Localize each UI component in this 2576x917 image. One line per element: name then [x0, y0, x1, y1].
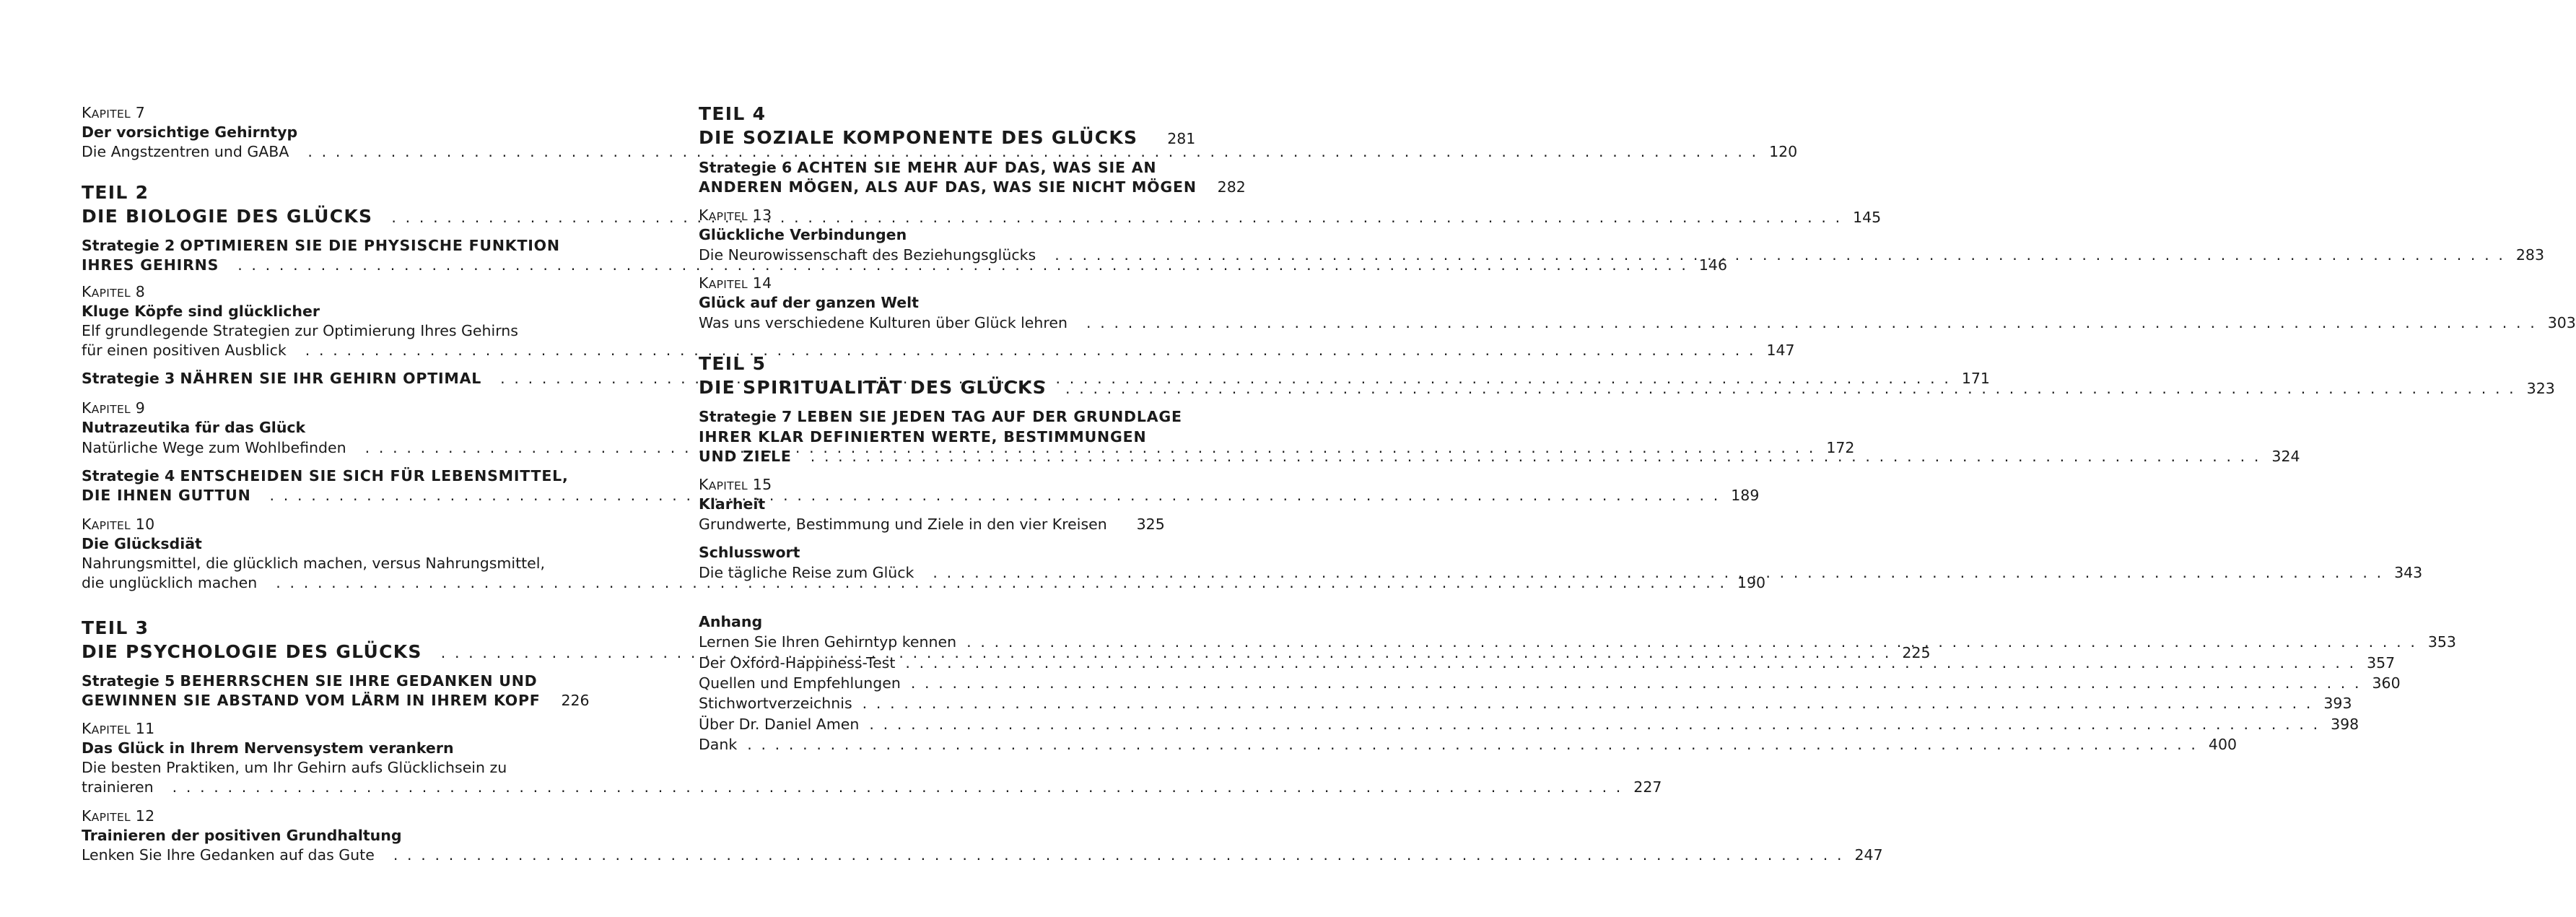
page-number: 303: [2547, 314, 2576, 331]
chapter-label: [82, 281, 544, 303]
strategy-title-line: IHRES GEHIRNS: [82, 256, 219, 274]
part-title: DIE BIOLOGIE DES GLÜCKS: [82, 206, 373, 227]
part-label: TEIL 2: [82, 182, 149, 203]
strategy-heading: [82, 670, 544, 692]
appendix-entry[interactable]: [699, 692, 2352, 714]
strategy-title-line: LEBEN SIE JEDEN TAG AUF DER GRUNDLAGE: [797, 408, 1182, 425]
dot-leader: [393, 844, 1844, 866]
part-title-entry[interactable]: [699, 125, 1196, 151]
page-number: 398: [2331, 716, 2359, 733]
page-number: 325: [1136, 516, 1165, 533]
page-number: 146: [1698, 256, 1728, 274]
strategy-heading: [82, 465, 569, 487]
chapter-subtitle: Die tägliche Reise zum Glück: [699, 564, 914, 581]
chapter-title: Glück auf der ganzen Welt: [699, 294, 919, 311]
chapter-label-text: KAPITEL 15: [699, 476, 772, 493]
strategy-title-line: UND ZIELE: [699, 448, 792, 465]
part-title: DIE SPIRITUALITÄT DES GLÜCKS: [699, 377, 1047, 398]
chapter-label: [82, 102, 544, 123]
part-title: DIE SOZIALE KOMPONENTE DES GLÜCKS: [699, 127, 1138, 148]
chapter-label: [82, 718, 544, 739]
chapter-title: Trainieren der positiven Grundhaltung: [82, 827, 402, 844]
dot-leader: [911, 672, 2362, 694]
chapter-subtitle: Elf grundlegende Strategien zur Optimierung Ihres Gehirns: [82, 322, 518, 339]
appendix-entry-label: Lernen Sie Ihren Gehirntyp kennen: [699, 633, 957, 651]
chapter-subtitle: Lenken Sie Ihre Gedanken auf das Gute: [82, 846, 375, 864]
chapter-subtitle: Die besten Praktiken, um Ihr Gehirn aufs Glücklichsein zu: [82, 759, 507, 776]
strategy-title-line: OPTIMIEREN SIE DIE PHYSISCHE FUNKTION: [180, 237, 560, 254]
dot-leader: [1055, 244, 2505, 266]
strategy-title-line: NÄHREN SIE IHR GEHIRN OPTIMAL: [180, 370, 482, 387]
strategy-prefix: Strategie 6: [699, 159, 793, 176]
chapter-subtitle: Grundwerte, Bestimmung und Ziele in den vier Kreisen: [699, 516, 1107, 533]
page-number: 324: [2271, 448, 2300, 465]
page-number: 190: [1737, 574, 1766, 591]
chapter-label-text: KAPITEL 12: [82, 807, 155, 825]
strategy-heading: [699, 157, 1162, 178]
strategy-prefix: Strategie 3: [82, 370, 175, 387]
part-title: DIE PSYCHOLOGIE DES GLÜCKS: [82, 641, 422, 662]
chapter-label: [699, 474, 1162, 495]
appendix-title: Anhang: [699, 613, 763, 630]
chapter-title: Klarheit: [699, 495, 766, 513]
page-number: 282: [1217, 178, 1246, 196]
page-number: 357: [2367, 654, 2396, 672]
dot-leader: [905, 652, 2356, 674]
strategy-title-line: ACHTEN SIE MEHR AUF DAS, WAS SIE AN: [797, 159, 1157, 176]
chapter-title: Der vorsichtige Gehirntyp: [82, 123, 298, 141]
dot-leader: [811, 446, 2261, 467]
chapter-subtitle: Nahrungsmittel, die glücklich machen, versus Nahrungsmittel,: [82, 555, 545, 572]
strategy-prefix: Strategie 4: [82, 467, 175, 484]
chapter-label: [82, 397, 544, 419]
strategy-prefix: Strategie 2: [82, 237, 175, 254]
toc-entry[interactable]: [82, 690, 590, 711]
chapter-subtitle: Die Neurowissenschaft des Beziehungsglücks: [699, 246, 1036, 264]
chapter-label-text: KAPITEL 8: [82, 283, 146, 300]
part-label: TEIL 3: [82, 617, 149, 638]
appendix-entry-label: Stichwortverzeichnis: [699, 695, 852, 712]
page-number: 283: [2515, 246, 2545, 264]
chapter-subtitle: Die Angstzentren und GABA: [82, 143, 289, 160]
chapter-label-text: KAPITEL 7: [82, 104, 146, 121]
chapter-label-text: KAPITEL 9: [82, 399, 146, 417]
page-number: 281: [1167, 130, 1196, 147]
chapter-label: [82, 513, 544, 535]
chapter-label: [82, 805, 544, 827]
page-number: 343: [2394, 564, 2423, 581]
page-number: 171: [1961, 370, 1990, 387]
toc-entry[interactable]: [82, 339, 1795, 361]
strategy-prefix: Strategie 7: [699, 408, 793, 425]
appendix-entry[interactable]: [699, 734, 2237, 755]
dot-leader: [1086, 312, 2537, 334]
page-number: 400: [2208, 736, 2237, 753]
chapter-title: Kluge Köpfe sind glücklicher: [82, 303, 320, 320]
page-number: 226: [561, 692, 590, 709]
page-number: 393: [2323, 695, 2352, 712]
strategy-title-line: ANDEREN MÖGEN, ALS AUF DAS, WAS SIE NICHT MÖGEN: [699, 178, 1197, 196]
strategy-title-line: BEHERRSCHEN SIE IHRE GEDANKEN UND: [180, 672, 538, 690]
dot-leader: [966, 631, 2417, 653]
chapter-subtitle: Was uns verschiedene Kulturen über Glück lehren: [699, 314, 1067, 331]
page-number: 353: [2427, 633, 2456, 651]
toc-entry[interactable]: [82, 844, 1883, 866]
appendix-entry-label: Der Oxford-Happiness-Test: [699, 654, 896, 672]
dot-leader: [933, 562, 2383, 583]
strategy-heading: [82, 368, 481, 389]
page-number: 225: [1902, 644, 1931, 661]
page-number: 147: [1766, 342, 1795, 359]
chapter-subtitle: die unglücklich machen: [82, 574, 258, 591]
chapter-label: [699, 272, 1162, 294]
chapter-label-text: KAPITEL 10: [82, 516, 155, 533]
page-number: 323: [2526, 380, 2555, 397]
page-number: 247: [1854, 846, 1883, 864]
chapter-title: Das Glück in Ihrem Nervensystem verankern: [82, 739, 454, 757]
chapter-subtitle: für einen positiven Ausblick: [82, 342, 287, 359]
part-label: TEIL 4: [699, 103, 767, 124]
chapter-subtitle: trainieren: [82, 778, 154, 796]
chapter-label-text: KAPITEL 11: [82, 720, 155, 737]
page-number: 360: [2372, 674, 2401, 692]
dot-leader: [869, 713, 2320, 735]
page-number: 227: [1633, 778, 1662, 796]
dot-leader: [1065, 375, 2516, 401]
chapter-label-text: KAPITEL 14: [699, 274, 772, 292]
strategy-prefix: Strategie 5: [82, 672, 175, 690]
strategy-title-line: ENTSCHEIDEN SIE SICH FÜR LEBENSMITTEL,: [180, 467, 569, 484]
toc-entry[interactable]: [699, 312, 2576, 334]
strategy-title-line: DIE IHNEN GUTTUN: [82, 487, 251, 504]
appendix-entry[interactable]: [699, 672, 2401, 694]
toc-entry[interactable]: [699, 513, 1165, 535]
part-label: TEIL 5: [699, 353, 767, 374]
toc-entry[interactable]: [82, 776, 1662, 798]
dot-leader: [863, 692, 2313, 714]
page-number: 120: [1769, 143, 1798, 160]
chapter-title: Nutrazeutika für das Glück: [82, 419, 306, 436]
page-number: 145: [1853, 209, 1882, 226]
toc-entry[interactable]: [699, 176, 1246, 198]
appendix-entry-label: Quellen und Empfehlungen: [699, 674, 901, 692]
chapter-title: Schlusswort: [699, 544, 800, 561]
page-number: 172: [1826, 439, 1855, 456]
toc-entry[interactable]: [82, 141, 1798, 162]
dot-leader: [173, 776, 1623, 798]
chapter-subtitle: Natürliche Wege zum Wohlbefinden: [82, 439, 346, 456]
chapter-label: [699, 204, 1162, 226]
appendix-entry-label: Dank: [699, 736, 738, 753]
chapter-label-text: KAPITEL 13: [699, 207, 772, 224]
strategy-title-line: IHRER KLAR DEFINIERTEN WERTE, BESTIMMUNGEN: [699, 428, 1147, 446]
chapter-title: Glückliche Verbindungen: [699, 226, 907, 243]
appendix-entry-label: Über Dr. Daniel Amen: [699, 716, 860, 733]
chapter-title: Die Glücksdiät: [82, 535, 202, 552]
page-number: 189: [1731, 487, 1760, 504]
strategy-heading: [82, 235, 560, 256]
appendix-entry[interactable]: [699, 713, 2359, 735]
strategy-heading: [699, 406, 1182, 427]
strategy-title-line: GEWINNEN SIE ABSTAND VOM LÄRM IN IHREM KOPF: [82, 692, 541, 709]
dot-leader: [747, 734, 2198, 755]
